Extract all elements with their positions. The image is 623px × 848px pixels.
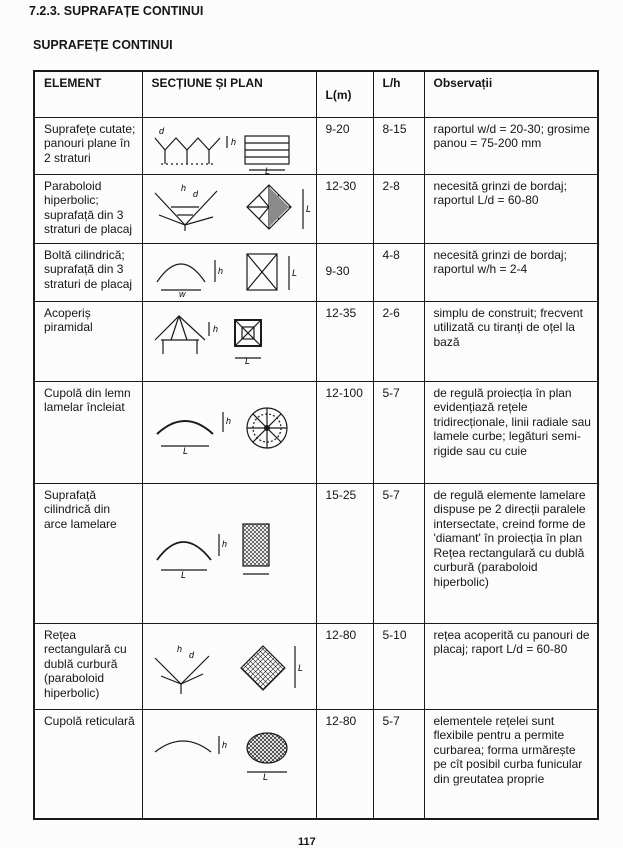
span-label: L (262, 771, 268, 782)
length-cell: 15-25 (316, 483, 373, 623)
span-label: L (291, 267, 297, 278)
notes-cell: necesită grinzi de bordaj; raportul L/d = 60-80 (424, 174, 598, 243)
element-cell: Suprafață cilindrică din arce lamelare (34, 483, 142, 623)
height-label: h (180, 182, 186, 193)
length-cell: 9-30 (316, 243, 373, 301)
notes-cell: elementele rețelei sunt flexibile pentru a permite curbarea; forma urmărește pe cît posibil curba funicular din greutatea proprie (424, 709, 598, 819)
element-cell: Suprafețe cutate; panouri plane în 2 straturi (34, 117, 142, 174)
lattice-dome-sketch (143, 710, 317, 820)
span-label: L (182, 445, 188, 456)
table-row (34, 483, 598, 623)
height-label: h (221, 739, 227, 750)
span-label: L (305, 203, 311, 214)
sketch-cell (142, 301, 316, 381)
element-cell: Cupolă din lemn lamelar încleiat (34, 381, 142, 483)
length-cell: 12-80 (316, 623, 373, 709)
height-label: h (212, 323, 218, 334)
length-cell: 12-80 (316, 709, 373, 819)
ratio-cell: 5-7 (373, 483, 424, 623)
depth-label: d (158, 125, 164, 136)
height-label: h (176, 643, 182, 654)
ratio-cell: 2-6 (373, 301, 424, 381)
sketch-cell (142, 117, 316, 174)
span-label: L (244, 355, 250, 366)
section-title: 7.2.3. SUPRAFAȚE CONTINUI (29, 4, 204, 18)
ratio-cell: 5-10 (373, 623, 424, 709)
length-cell: 12-100 (316, 381, 373, 483)
element-cell: Paraboloid hiperbolic; suprafață din 3 straturi de placaj (34, 174, 142, 243)
height-label: h (225, 415, 231, 426)
pyramidal-roof-sketch (143, 302, 317, 382)
ratio-cell: 4-8 (373, 243, 424, 301)
table-row (34, 381, 598, 483)
length-cell: 12-35 (316, 301, 373, 381)
table-row (34, 117, 598, 174)
element-cell: Boltă cilindrică; suprafață din 3 straturi de placaj (34, 243, 142, 301)
height-label: h (221, 538, 227, 549)
length-cell: 9-20 (316, 117, 373, 174)
span-label: L (264, 165, 270, 175)
header-element: ELEMENT (34, 71, 142, 117)
ratio-cell: 5-7 (373, 381, 424, 483)
table-row (34, 301, 598, 381)
width-label: w (178, 288, 185, 299)
table-row (34, 243, 598, 301)
table-row (34, 709, 598, 819)
notes-cell: raportul w/d = 20-30; grosime panou = 75-200 mm (424, 117, 598, 174)
header-notes: Observații (424, 71, 598, 117)
table-row (34, 623, 598, 709)
subtitle: SUPRAFEȚE CONTINUI (33, 38, 173, 52)
header-ratio: L/h (373, 71, 424, 117)
element-cell: Acoperiș piramidal (34, 301, 142, 381)
sketch-cell (142, 709, 316, 819)
sketch-cell (142, 243, 316, 301)
sketch-cell (142, 623, 316, 709)
notes-cell: de regulă elemente lamelare dispuse pe 2 direcții paralele intersectate, creind forme de 'diamant' în proiecția în plan Rețea rectangulară cu dublă curbură (paraboloid hiperbolic) (424, 483, 598, 623)
sketch-cell (142, 174, 316, 243)
ratio-cell: 2-8 (373, 174, 424, 243)
hyperbolic-paraboloid-sketch (143, 175, 317, 244)
sketch-cell (142, 483, 316, 623)
notes-cell: rețea acoperită cu panouri de placaj; raport L/d = 60-80 (424, 623, 598, 709)
continuous-surfaces-table (33, 70, 599, 820)
ratio-cell: 8-15 (373, 117, 424, 174)
height-label: h (230, 136, 236, 147)
span-label: L (297, 662, 303, 673)
element-cell: Rețea rectangulară cu dublă curbură (paraboloid hiperbolic) (34, 623, 142, 709)
lamella-vault-sketch (143, 484, 317, 624)
header-length: L(m) (316, 71, 373, 117)
notes-cell: necesită grinzi de bordaj; raportul w/h = 2-4 (424, 243, 598, 301)
notes-cell: simplu de construit; frecvent utilizată cu tiranți de oțel la bază (424, 301, 598, 381)
sketch-cell (142, 381, 316, 483)
length-cell: 12-30 (316, 174, 373, 243)
grid-hypar-sketch (143, 624, 317, 710)
page-number: 117 (298, 836, 316, 848)
notes-cell: de regulă proiecția în plan evidențiază rețele tridirecționale, linii radiale sau lamele curbe; legături semi-rigide sau cu cuie (424, 381, 598, 483)
header-section: SECȚIUNE ȘI PLAN (142, 71, 316, 117)
span-label: L (180, 569, 186, 580)
barrel-vault-sketch (143, 244, 317, 302)
depth-label: d (188, 649, 194, 660)
glulam-dome-sketch (143, 382, 317, 484)
depth-label: d (192, 188, 198, 199)
element-cell: Cupolă reticulară (34, 709, 142, 819)
height-label: h (217, 265, 223, 276)
ratio-cell: 5-7 (373, 709, 424, 819)
table-row (34, 174, 598, 243)
folded-plate-sketch (143, 118, 317, 175)
